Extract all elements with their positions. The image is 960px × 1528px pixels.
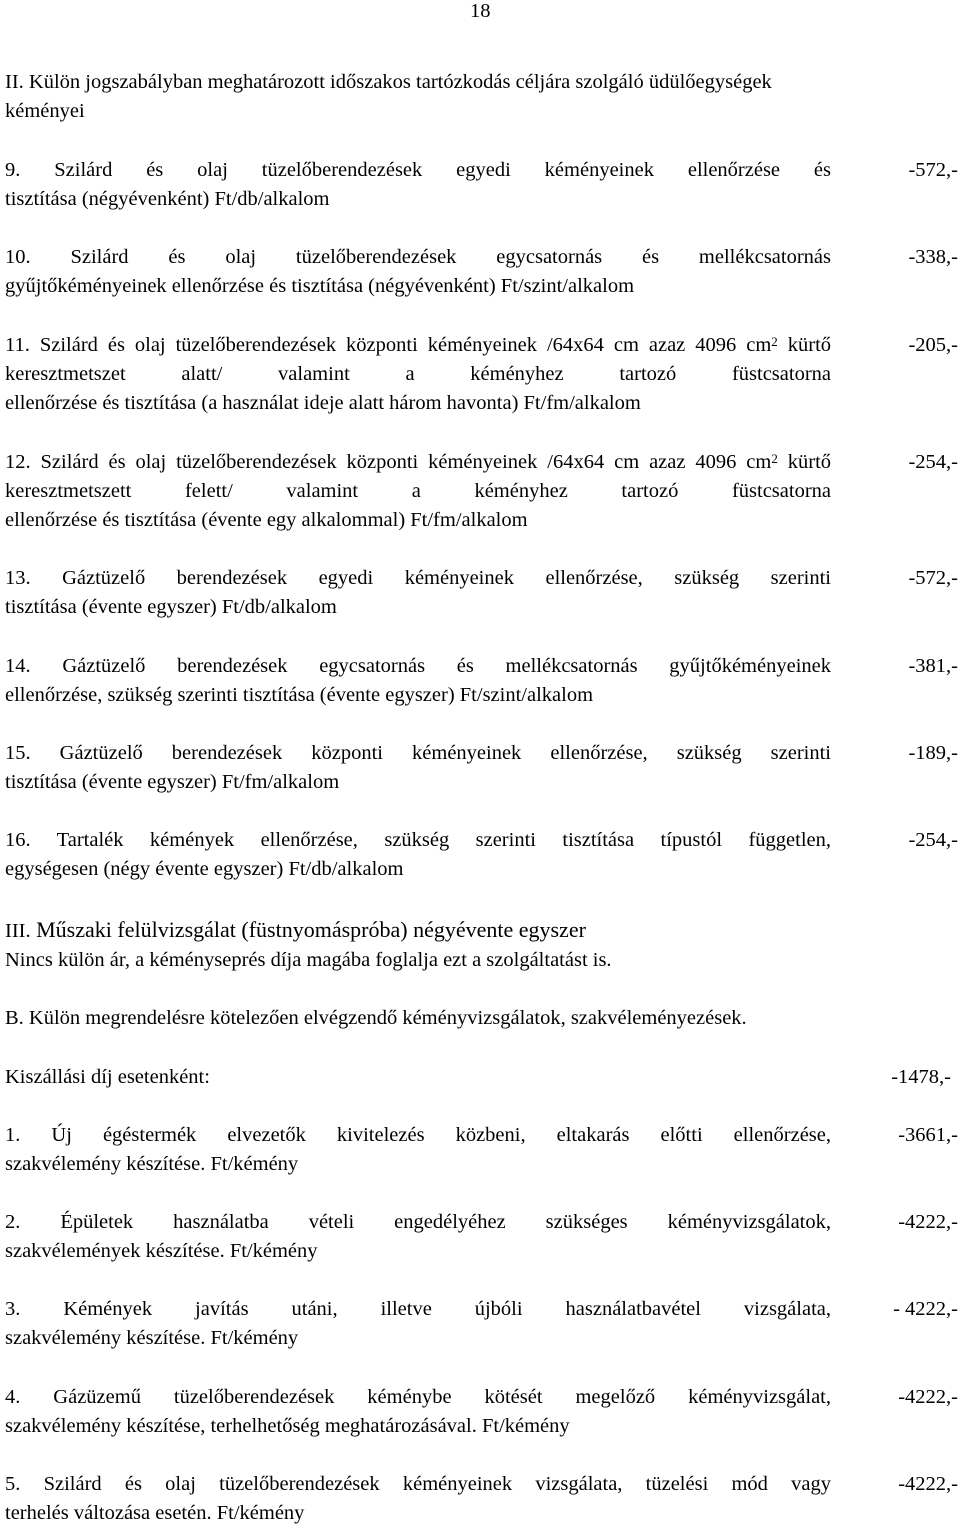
exam-item-4: [5, 1383, 831, 1441]
superscript: 2: [771, 451, 778, 466]
exam-item-1: [5, 1121, 831, 1179]
exam-item-5: [5, 1470, 831, 1528]
superscript: 2: [771, 334, 778, 349]
page-number: 18: [470, 0, 491, 22]
fee-item-line: ellenőrzése és tisztítása (évente egy alkalommal) Ft/fm/alkalom: [5, 509, 528, 531]
fee-item-line: ellenőrzése és tisztítása (a használat ideje alatt három havonta) Ft/fm/alkalom: [5, 392, 641, 414]
fee-item-line: 9. Szilárd és olaj tüzelőberendezések egyedi kéményeinek ellenőrzése és: [5, 159, 831, 181]
fee-price: -189,-: [908, 742, 958, 764]
fee-item-11: [5, 331, 831, 418]
fee-item-9: [5, 156, 831, 214]
exam-price: -4222,-: [898, 1473, 958, 1495]
fee-price: -205,-: [908, 334, 958, 356]
fee-item-15: [5, 739, 831, 797]
exam-item-line: szakvélemény készítése. Ft/kémény: [5, 1327, 299, 1349]
fee-item-line: 10. Szilárd és olaj tüzelőberendezések egycsatornás és mellékcsatornás: [5, 246, 831, 268]
section-iii-heading: Műszaki felülvizsgálat (füstnyomáspróba) négyévente egyszer: [30, 917, 586, 942]
exam-item-3: [5, 1295, 831, 1353]
fee-item-line: tisztítása (évente egyszer) Ft/fm/alkalom: [5, 771, 340, 793]
section-iii-note: Nincs külön ár, a kéményseprés díja magába foglalja ezt a szolgáltatást is.: [5, 949, 612, 971]
fee-item-line: 11. Szilárd és olaj tüzelőberendezések központi kéményeinek /64x64 cm azaz: [5, 334, 686, 356]
travel-fee-price: -1478,-: [891, 1066, 951, 1088]
section-iii-title: [5, 915, 586, 946]
exam-item-line: szakvélemény készítése, terhelhetőség meghatározásával. Ft/kémény: [5, 1415, 570, 1437]
fee-item-line: tisztítása (négyévenként) Ft/db/alkalom: [5, 188, 330, 210]
fee-price: -254,-: [908, 829, 958, 851]
fee-item-line: 13. Gáztüzelő berendezések egyedi kéményeinek ellenőrzése, szükség szerinti: [5, 567, 831, 589]
exam-item-line: 4. Gázüzemű tüzelőberendezések kéménybe kötését megelőző kéményvizsgálat,: [5, 1386, 831, 1408]
fee-price: -381,-: [908, 655, 958, 677]
exam-item-line: 5. Szilárd és olaj tüzelőberendezések kéményeinek vizsgálata, tüzelési mód vagy: [5, 1473, 831, 1495]
exam-item-line: szakvélemények készítése. Ft/kémény: [5, 1240, 318, 1262]
fee-item-13: [5, 564, 831, 622]
fee-item-line: kürtő keresztmetszet alatt/ valamint a kéményhez tartozó füstcsatorna: [5, 334, 832, 385]
fee-item-line: gyűjtőkéményeinek ellenőrzése és tisztítása (négyévenként) Ft/szint/alkalom: [5, 275, 635, 297]
fee-item-16: [5, 826, 831, 884]
section-ii-title: [5, 68, 955, 126]
travel-fee-label: Kiszállási díj esetenként:: [5, 1066, 210, 1088]
fee-item-line: ellenőrzése, szükség szerinti tisztítása (évente egyszer) Ft/szint/alkalom: [5, 684, 594, 706]
exam-item-line: terhelés változása esetén. Ft/kémény: [5, 1502, 305, 1524]
fee-item-10: [5, 243, 831, 301]
fee-price: -338,-: [908, 246, 958, 268]
fee-item-line: 15. Gáztüzelő berendezések központi kéményeinek ellenőrzése, szükség szerinti: [5, 742, 831, 764]
fee-item-line: 16. Tartalék kémények ellenőrzése, szükség szerinti tisztítása típustól független,: [5, 829, 831, 851]
fee-price: -254,-: [908, 451, 958, 473]
fee-item-line: kürtő keresztmetszett felett/ valamint a kéményhez tartozó füstcsatorna: [5, 451, 832, 502]
fee-item-line: 4096 cm: [695, 451, 772, 473]
fee-item-14: [5, 652, 831, 710]
exam-item-line: 1. Új égéstermék elvezetők kivitelezés közbeni, eltakarás előtti ellenőrzése,: [5, 1124, 831, 1146]
section-iii-prefix: III.: [5, 920, 31, 942]
fee-item-line: 14. Gáztüzelő berendezések egycsatornás és mellékcsatornás gyűjtőkéményeinek: [5, 655, 831, 677]
exam-item-2: [5, 1208, 831, 1266]
fee-item-line: 12. Szilárd és olaj tüzelőberendezések központi kéményeinek /64x64 cm azaz: [5, 451, 686, 473]
fee-item-line: tisztítása (évente egyszer) Ft/db/alkalom: [5, 596, 337, 618]
fee-price: -572,-: [908, 159, 958, 181]
fee-item-line: 4096 cm: [695, 334, 772, 356]
exam-price: -4222,-: [898, 1211, 958, 1233]
exam-price: -4222,-: [898, 1386, 958, 1408]
section-ii-title-line1: II. Külön jogszabályban meghatározott időszakos tartózkodás céljára szolgáló üdülőegységek: [5, 71, 772, 93]
exam-item-line: 3. Kémények javítás utáni, illetve újbóli használatbavétel vizsgálata,: [5, 1298, 831, 1320]
fee-item-12: [5, 448, 831, 535]
section-b-title: B. Külön megrendelésre kötelezően elvégzendő kéményvizsgálatok, szakvéleményezések.: [5, 1007, 747, 1029]
fee-item-line: egységesen (négy évente egyszer) Ft/db/alkalom: [5, 858, 404, 880]
exam-item-line: 2. Épületek használatba vételi engedélyéhez szükséges kéményvizsgálatok,: [5, 1211, 831, 1233]
fee-price: -572,-: [908, 567, 958, 589]
exam-price: - 4222,-: [893, 1298, 958, 1320]
exam-price: -3661,-: [898, 1124, 958, 1146]
exam-item-line: szakvélemény készítése. Ft/kémény: [5, 1153, 299, 1175]
section-ii-title-line2: kéményei: [5, 100, 85, 122]
